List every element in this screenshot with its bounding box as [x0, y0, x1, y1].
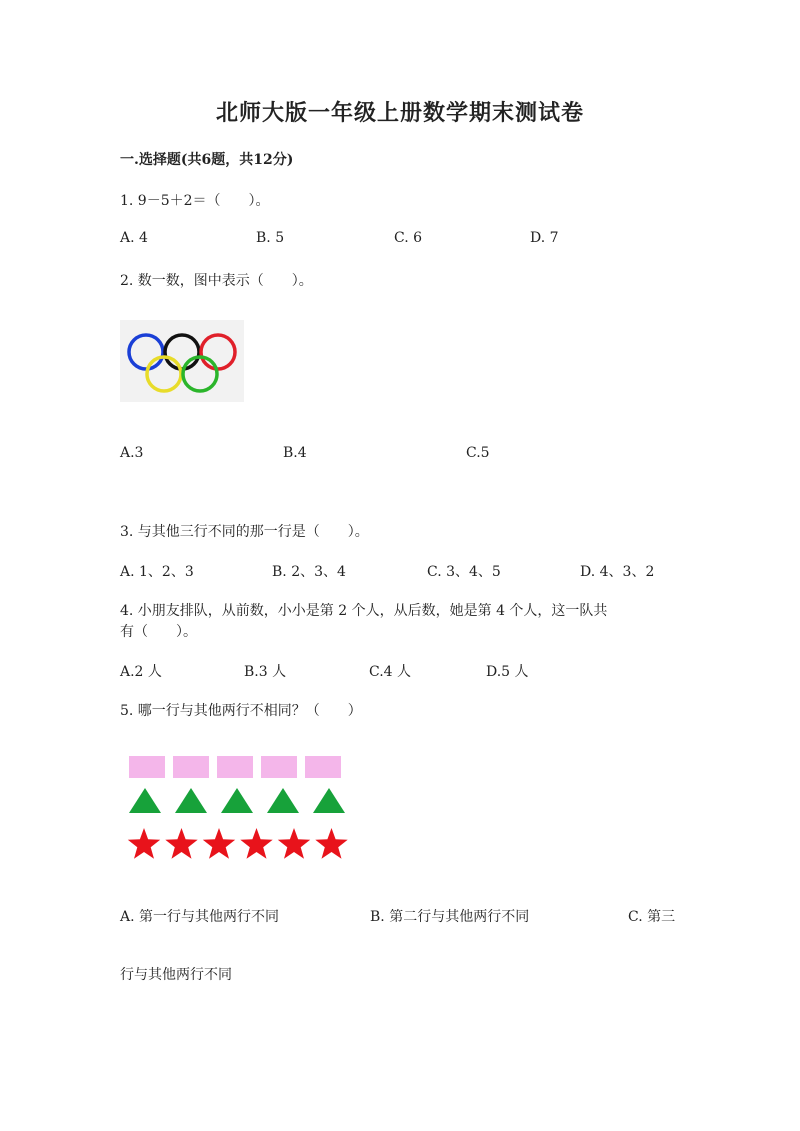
q4-option-a[interactable]: A.2 人	[120, 664, 162, 680]
black-ring	[165, 335, 199, 369]
question-5-stem: 5. 哪一行与其他两行不相同？（ ）	[120, 703, 362, 719]
red-star	[240, 828, 272, 859]
pink-square	[305, 756, 341, 778]
q3-option-a[interactable]: A. 1、2、3	[120, 564, 194, 580]
red-star	[165, 828, 197, 859]
green-triangle	[221, 788, 253, 813]
green-triangle	[129, 788, 161, 813]
q3-option-d[interactable]: D. 4、3、2	[580, 564, 655, 580]
olympic-rings-svg	[120, 320, 244, 402]
q5-option-c-wrap: 行与其他两行不同	[120, 967, 232, 983]
question-3-stem: 3. 与其他三行不同的那一行是（ ）。	[120, 524, 369, 540]
yellow-ring	[147, 357, 181, 391]
green-ring	[183, 357, 217, 391]
pink-square	[129, 756, 165, 778]
q3-option-b[interactable]: B. 2、3、4	[272, 564, 346, 580]
shapes-svg	[125, 750, 355, 865]
red-ring	[201, 335, 235, 369]
q4-option-c[interactable]: C.4 人	[369, 664, 412, 680]
page-title: 北师大版一年级上册数学期末测试卷	[215, 100, 584, 126]
blue-ring	[129, 335, 163, 369]
red-star	[203, 828, 235, 859]
q5-option-c[interactable]: C. 第三	[628, 909, 676, 925]
question-4-stem-line2: 有（ ）。	[120, 624, 197, 640]
q1-option-b[interactable]: B. 5	[256, 230, 285, 246]
q3-option-c[interactable]: C. 3、4、5	[427, 564, 501, 580]
green-triangle	[175, 788, 207, 813]
pink-square	[173, 756, 209, 778]
q4-option-d[interactable]: D.5 人	[486, 664, 529, 680]
q1-option-d[interactable]: D. 7	[530, 230, 559, 246]
q1-option-a[interactable]: A. 4	[120, 230, 148, 246]
q2-option-b[interactable]: B.4	[283, 445, 307, 461]
q2-option-c[interactable]: C.5	[466, 445, 490, 461]
green-triangle	[267, 788, 299, 813]
question-2-stem: 2. 数一数，图中表示（ ）。	[120, 273, 313, 289]
red-star	[278, 828, 310, 859]
q1-option-c[interactable]: C. 6	[394, 230, 423, 246]
q4-option-b[interactable]: B.3 人	[244, 664, 287, 680]
red-star	[128, 828, 160, 859]
pink-square	[217, 756, 253, 778]
question-1-stem: 1. 9－5＋2＝（ ）。	[120, 193, 270, 209]
red-star	[315, 828, 347, 859]
pink-square	[261, 756, 297, 778]
q2-option-a[interactable]: A.3	[120, 445, 144, 461]
section-heading: 一.选择题(共6题，共12分)	[120, 152, 294, 168]
q5-option-a[interactable]: A. 第一行与其他两行不同	[120, 909, 280, 925]
shapes-figure	[125, 750, 355, 865]
olympic-rings-figure	[120, 320, 244, 402]
green-triangle	[313, 788, 345, 813]
q5-option-b[interactable]: B. 第二行与其他两行不同	[370, 909, 530, 925]
question-4-stem-line1: 4. 小朋友排队，从前数，小小是第 2 个人，从后数，她是第 4 个人，这一队共	[120, 603, 608, 619]
